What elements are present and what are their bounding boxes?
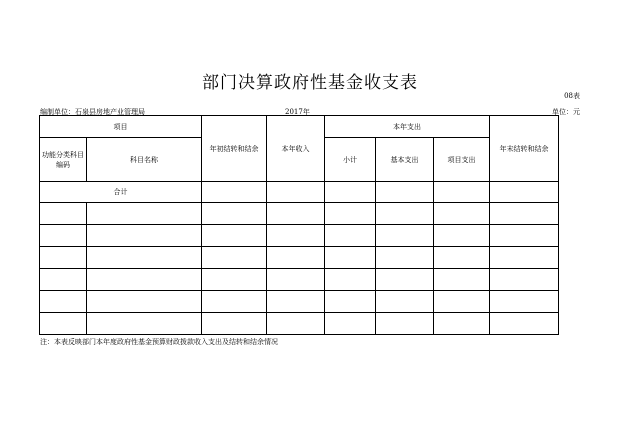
cell-project [434, 203, 490, 225]
cell-code [40, 247, 87, 269]
cell-closing [490, 291, 559, 313]
table-row [40, 269, 559, 291]
cell-name [87, 313, 202, 335]
header-opening-balance: 年初结转和结余 [202, 116, 267, 182]
cell-project [434, 313, 490, 335]
table-row [40, 203, 559, 225]
header-closing-balance: 年末结转和结余 [490, 116, 559, 182]
table-row [40, 225, 559, 247]
cell-name [87, 225, 202, 247]
cell-basic [376, 203, 434, 225]
cell-opening [202, 269, 267, 291]
header-expense: 本年支出 [325, 116, 490, 138]
header-item: 项目 [40, 116, 202, 138]
cell-subtotal [325, 225, 376, 247]
cell-basic [376, 269, 434, 291]
cell-opening [202, 313, 267, 335]
cell-opening [202, 203, 267, 225]
cell-code [40, 225, 87, 247]
cell-basic [376, 291, 434, 313]
cell-closing [490, 225, 559, 247]
header-subject-name: 科目名称 [87, 138, 202, 182]
total-income-cell [267, 182, 325, 203]
total-closing-cell [490, 182, 559, 203]
cell-basic [376, 313, 434, 335]
cell-name [87, 203, 202, 225]
table-row [40, 247, 559, 269]
total-label: 合计 [40, 182, 202, 203]
form-number: 08表 [564, 92, 580, 100]
cell-name [87, 269, 202, 291]
cell-closing [490, 269, 559, 291]
cell-closing [490, 247, 559, 269]
cell-subtotal [325, 291, 376, 313]
cell-closing [490, 313, 559, 335]
organization-label: 编制单位：石泉县房地产业管理局 [40, 108, 145, 116]
table-row [40, 313, 559, 335]
cell-code [40, 313, 87, 335]
table-row [40, 291, 559, 313]
cell-code [40, 203, 87, 225]
cell-income [267, 203, 325, 225]
cell-opening [202, 225, 267, 247]
header-function-code: 功能分类科目编码 [40, 138, 87, 182]
cell-income [267, 247, 325, 269]
cell-project [434, 291, 490, 313]
cell-code [40, 269, 87, 291]
year-label: 2017年 [285, 108, 310, 116]
fund-table [39, 115, 559, 335]
total-subtotal-cell [325, 182, 376, 203]
header-subtotal: 小计 [325, 138, 376, 182]
cell-subtotal [325, 203, 376, 225]
cell-subtotal [325, 247, 376, 269]
cell-project [434, 225, 490, 247]
cell-opening [202, 247, 267, 269]
cell-code [40, 291, 87, 313]
header-project-expense: 项目支出 [434, 138, 490, 182]
cell-income [267, 269, 325, 291]
header-income: 本年收入 [267, 116, 325, 182]
cell-project [434, 247, 490, 269]
table-note: 注：本表反映部门本年度政府性基金预算财政拨款收入支出及结转和结余情况 [40, 338, 278, 346]
total-opening-cell [202, 182, 267, 203]
total-row [40, 182, 559, 203]
cell-subtotal [325, 313, 376, 335]
cell-name [87, 247, 202, 269]
cell-income [267, 225, 325, 247]
total-project-cell [434, 182, 490, 203]
cell-closing [490, 203, 559, 225]
document-title: 部门决算政府性基金收支表 [202, 73, 418, 93]
unit-label: 单位：元 [552, 108, 580, 116]
cell-subtotal [325, 269, 376, 291]
cell-name [87, 291, 202, 313]
cell-income [267, 313, 325, 335]
cell-income [267, 291, 325, 313]
cell-basic [376, 247, 434, 269]
cell-basic [376, 225, 434, 247]
total-basic-cell [376, 182, 434, 203]
cell-project [434, 269, 490, 291]
cell-opening [202, 291, 267, 313]
header-basic-expense: 基本支出 [376, 138, 434, 182]
